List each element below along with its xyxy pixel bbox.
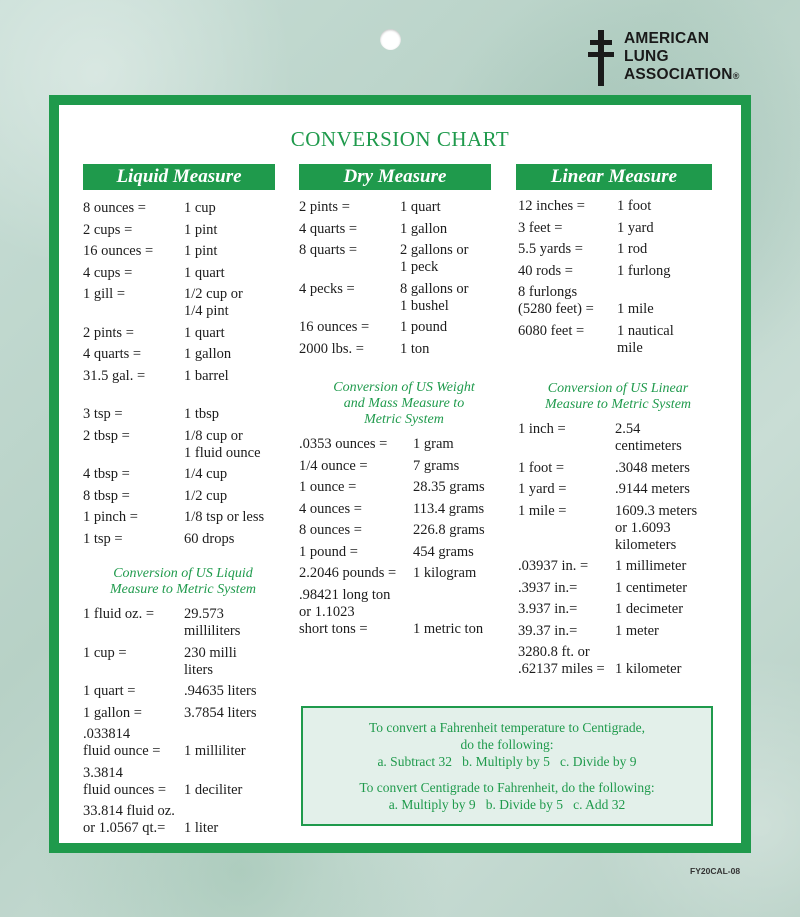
conversion-row: [299, 199, 509, 216]
from-unit: .98421 long ton or 1.1023 short tons =: [299, 586, 391, 637]
to-unit: 1 barrel: [184, 367, 229, 384]
from-unit: .033814 fluid ounce =: [83, 726, 161, 759]
conversion-row: [83, 488, 283, 505]
liquid-column: [83, 200, 283, 842]
from-unit: 2 pints =: [83, 324, 134, 341]
from-unit: 1 pound =: [299, 543, 358, 560]
conversion-row: [83, 509, 283, 526]
from-unit: 1 gill =: [83, 286, 126, 302]
conversion-row: [83, 222, 283, 239]
conversion-row: [83, 406, 283, 423]
from-unit: 8 tbsp =: [83, 487, 130, 504]
conversion-row: [299, 319, 509, 336]
conversion-row: [518, 241, 718, 258]
conversion-row: [83, 765, 283, 799]
to-unit: 1/2 cup: [184, 487, 228, 504]
punch-hole: [380, 29, 401, 50]
to-unit: 1 cup: [184, 200, 216, 216]
to-unit: 1 foot: [617, 198, 652, 214]
from-unit: 2 tbsp =: [83, 427, 130, 444]
conversion-row: [299, 501, 509, 518]
to-unit: 1 yard: [617, 219, 654, 236]
to-unit: 1 nautical mile: [617, 322, 674, 356]
conversion-row: [518, 644, 718, 678]
to-unit: 1 liter: [184, 820, 219, 836]
conversion-row: [299, 522, 509, 539]
conversion-row: [299, 281, 509, 315]
conversion-chart-card: [49, 95, 751, 853]
from-unit: 39.37 in.=: [518, 622, 578, 639]
to-unit: 29.573 milliliters: [184, 606, 241, 639]
from-unit: 1 yard =: [518, 481, 567, 497]
from-unit: 1 gallon =: [83, 704, 142, 721]
temp-f-to-c-line-2: do the following:: [460, 737, 554, 752]
double-barred-cross-icon: [588, 30, 614, 86]
conversion-row: [518, 558, 718, 575]
to-unit: 2 gallons or 1 peck: [400, 242, 469, 275]
conversion-row: [83, 726, 283, 760]
temp-f-to-c-steps: a. Subtract 32 b. Multiply by 5 c. Divide by 9: [377, 754, 637, 769]
conversion-row: [83, 428, 283, 462]
conversion-row: [518, 220, 718, 237]
from-unit: 2000 lbs. =: [299, 340, 364, 357]
conversion-row: [83, 606, 283, 640]
conversion-row: [518, 263, 718, 280]
to-unit: 1 kilometer: [615, 661, 682, 677]
temp-c-to-f-line-1: To convert Centigrade to Fahrenheit, do the following:: [359, 780, 655, 795]
from-unit: 3280.8 ft. or .62137 miles =: [518, 644, 605, 677]
from-unit: 31.5 gal. =: [83, 367, 146, 384]
linear-metric-table: [518, 421, 718, 678]
dry-metric-subheading: Conversion of US Weight and Mass Measure to Metric System: [333, 380, 475, 427]
from-unit: 1 cup =: [83, 644, 127, 661]
to-unit: 1/2 cup or 1/4 pint: [184, 286, 243, 319]
from-unit: 4 ounces =: [299, 500, 362, 517]
from-unit: 1 foot =: [518, 459, 565, 476]
linear-column: [518, 198, 718, 683]
conversion-row: [83, 466, 283, 483]
from-unit: 3 tsp =: [83, 406, 123, 422]
to-unit: 226.8 grams: [413, 522, 485, 538]
conversion-row: [518, 323, 718, 357]
from-unit: 1/4 ounce =: [299, 457, 368, 474]
conversion-row: [299, 242, 509, 276]
from-unit: 4 cups =: [83, 264, 133, 281]
conversion-row: [299, 544, 509, 561]
from-unit: 1 pinch =: [83, 509, 138, 525]
from-unit: 1 mile =: [518, 502, 567, 519]
to-unit: 1 deciliter: [184, 781, 243, 798]
temperature-conversion-box: [301, 706, 713, 826]
brand-name: [624, 30, 740, 85]
form-code: FY20CAL-08: [690, 866, 741, 876]
to-unit: .3048 meters: [615, 459, 690, 476]
dry-column: [299, 199, 509, 642]
from-unit: 2.2046 pounds =: [299, 565, 397, 581]
conversion-row: [299, 458, 509, 475]
from-unit: 6080 feet =: [518, 322, 585, 339]
from-unit: 8 quarts =: [299, 242, 358, 258]
to-unit: 1/4 cup: [184, 466, 228, 482]
conversion-row: [83, 368, 283, 385]
liquid-table-1: [83, 200, 283, 385]
from-unit: 5.5 yards =: [518, 241, 583, 257]
brand-line-2: LUNG: [624, 48, 669, 65]
from-unit: 8 ounces =: [83, 200, 146, 216]
conversion-row: [299, 565, 509, 582]
liquid-measure-header: Liquid Measure: [83, 164, 275, 190]
to-unit: .94635 liters: [184, 683, 257, 699]
temp-c-to-f-steps: a. Multiply by 9 b. Divide by 5 c. Add 32: [388, 797, 626, 812]
to-unit: 1 milliliter: [184, 743, 246, 759]
liquid-metric-table: [83, 606, 283, 837]
from-unit: 4 quarts =: [83, 346, 142, 362]
from-unit: 3.3814 fluid ounces =: [83, 764, 167, 798]
conversion-row: [299, 436, 509, 453]
conversion-row: [518, 460, 718, 477]
to-unit: 1 gram: [413, 436, 454, 452]
to-unit: 1 centimeter: [615, 579, 688, 596]
conversion-row: [299, 479, 509, 496]
brand-line-3: ASSOCIATION®: [624, 66, 740, 83]
to-unit: 1 tbsp: [184, 406, 220, 422]
from-unit: 1 fluid oz. =: [83, 606, 154, 622]
to-unit: 1 mile: [617, 301, 654, 317]
conversion-row: [83, 200, 283, 217]
from-unit: 3.937 in.=: [518, 601, 578, 617]
to-unit: 1 meter: [615, 622, 659, 639]
temp-f-to-c-line-1: To convert a Fahrenheit temperature to Centigrade,: [368, 720, 646, 735]
dry-table-1: [299, 199, 509, 358]
to-unit: 1 quart: [184, 264, 225, 281]
to-unit: 1 gallon: [184, 346, 232, 362]
from-unit: 8 furlongs (5280 feet) =: [518, 284, 594, 317]
from-unit: 4 pecks =: [299, 280, 355, 297]
from-unit: 16 ounces =: [83, 243, 154, 259]
conversion-row: [518, 198, 718, 215]
dry-measure-header: Dry Measure: [299, 164, 491, 190]
to-unit: 1609.3 meters or 1.6093 kilometers: [615, 502, 698, 553]
from-unit: 3 feet =: [518, 219, 563, 236]
from-unit: 8 ounces =: [299, 522, 362, 538]
american-lung-association-logo: [588, 30, 740, 86]
conversion-row: [518, 623, 718, 640]
conversion-row: [518, 601, 718, 618]
to-unit: 1 furlong: [617, 262, 671, 279]
liquid-table-2: [83, 406, 283, 548]
linear-measure-header: Linear Measure: [516, 164, 712, 190]
from-unit: 4 tbsp =: [83, 466, 130, 482]
conversion-row: [518, 481, 718, 498]
to-unit: 1/8 cup or 1 fluid ounce: [184, 427, 261, 461]
conversion-row: [83, 705, 283, 722]
to-unit: 1/8 tsp or less: [184, 509, 265, 525]
conversion-row: [518, 284, 718, 318]
to-unit: 8 gallons or 1 bushel: [400, 280, 469, 314]
conversion-row: [83, 265, 283, 282]
to-unit: 1 quart: [184, 324, 225, 341]
dry-metric-table: [299, 436, 509, 638]
to-unit: 60 drops: [184, 530, 235, 547]
conversion-row: [518, 580, 718, 597]
to-unit: 1 decimeter: [615, 601, 684, 617]
conversion-row: [83, 645, 283, 679]
to-unit: 2.54 centimeters: [615, 421, 682, 454]
from-unit: 12 inches =: [518, 198, 585, 214]
linear-metric-subheading: Conversion of US Linear Measure to Metric System: [544, 381, 692, 412]
to-unit: 113.4 grams: [413, 500, 485, 517]
to-unit: 1 pound: [400, 319, 448, 335]
from-unit: .0353 ounces =: [299, 436, 388, 452]
conversion-row: [299, 221, 509, 238]
to-unit: 1 gallon: [400, 220, 448, 237]
to-unit: 1 kilogram: [413, 565, 477, 581]
from-unit: .3937 in.=: [518, 579, 578, 596]
from-unit: 1 ounce =: [299, 479, 357, 495]
to-unit: .9144 meters: [615, 481, 690, 497]
from-unit: 2 cups =: [83, 221, 133, 238]
liquid-metric-subheading: Conversion of US Liquid Measure to Metric System: [109, 566, 257, 597]
from-unit: 33.814 fluid oz. or 1.0567 qt.=: [83, 803, 175, 836]
from-unit: .03937 in. =: [518, 558, 589, 574]
conversion-row: [83, 531, 283, 548]
conversion-row: [299, 341, 509, 358]
card-content: [59, 105, 741, 843]
conversion-row: [518, 421, 718, 455]
to-unit: 454 grams: [413, 543, 474, 560]
to-unit: 1 pint: [184, 221, 218, 238]
conversion-row: [518, 503, 718, 554]
to-unit: 1 pint: [184, 243, 218, 259]
linear-table-1: [518, 198, 718, 357]
from-unit: 40 rods =: [518, 262, 573, 279]
to-unit: 1 quart: [400, 199, 441, 215]
to-unit: 1 millimeter: [615, 558, 687, 574]
conversion-row: [83, 325, 283, 342]
from-unit: 1 tsp =: [83, 530, 123, 547]
conversion-row: [83, 803, 283, 837]
to-unit: 1 ton: [400, 340, 430, 357]
from-unit: 16 ounces =: [299, 319, 370, 335]
conversion-row: [299, 587, 509, 638]
from-unit: 1 quart =: [83, 683, 136, 699]
from-unit: 4 quarts =: [299, 220, 358, 237]
conversion-row: [83, 286, 283, 320]
to-unit: 1 rod: [617, 241, 648, 257]
conversion-row: [83, 346, 283, 363]
to-unit: 7 grams: [413, 457, 460, 474]
to-unit: 1 metric ton: [413, 620, 484, 637]
from-unit: 2 pints =: [299, 199, 350, 215]
to-unit: 28.35 grams: [413, 479, 485, 495]
page-title: CONVERSION CHART: [290, 127, 510, 151]
conversion-row: [83, 243, 283, 260]
to-unit: 230 milli liters: [184, 644, 237, 678]
conversion-row: [83, 683, 283, 700]
to-unit: 3.7854 liters: [184, 704, 257, 721]
from-unit: 1 inch =: [518, 421, 566, 437]
brand-line-1: AMERICAN: [624, 30, 710, 47]
